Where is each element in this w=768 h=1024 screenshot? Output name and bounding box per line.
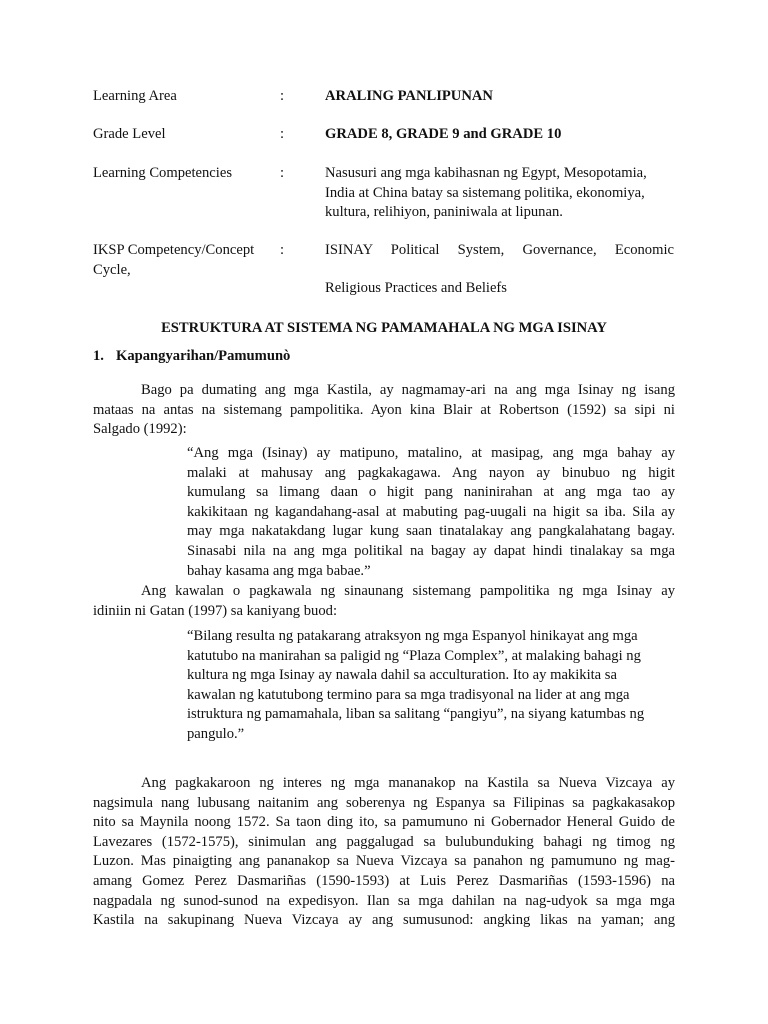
paragraph-1 xyxy=(93,381,675,440)
block-quote-2 xyxy=(187,627,675,745)
quote-line: bahay kasama ang mga babae.” xyxy=(187,562,371,579)
paragraph-line: Luzon. Mas pinaigting ang pananakop sa Nueva Vizcaya sa panahon ng pamumuno ng mag- xyxy=(93,853,675,870)
quote-line: kumulang sa limang daan o higit pang naninirahan at ang mga tao ay xyxy=(187,484,675,501)
section-title-text: Kapangyarihan/Pamumunò xyxy=(116,348,291,364)
quote-line: malaki at mahusay ang pagkakagawa. Ang nayon ay binubuo ng higit xyxy=(187,464,675,481)
learning-area-colon: : xyxy=(280,88,285,104)
quote-line: “Ang mga (Isinay) ay matipuno, matalino, at masipag, ang mga bahay ay xyxy=(187,445,675,461)
iksp-label xyxy=(93,241,273,280)
block-quote-1 xyxy=(187,444,675,581)
iksp-value-line1: ISINAY Political System, Governance, Economic xyxy=(325,242,674,258)
learning-competencies-colon: : xyxy=(280,165,285,181)
paragraph-line: idiniin ni Gatan (1997) sa kaniyang buod: xyxy=(93,602,337,619)
grade-level-label: Grade Level xyxy=(93,126,166,142)
quote-line: “Bilang resulta ng patakarang atraksyon ng mga Espanyol hinikayat ang mga xyxy=(187,628,638,644)
quote-line: kultura ng mga Isinay ay nawala dahil sa acculturation. Ito ay makikita sa xyxy=(187,667,617,684)
document-heading: ESTRUKTURA AT SISTEMA NG PAMAMAHALA NG MGA ISINAY xyxy=(161,320,607,336)
learning-competencies-value xyxy=(325,164,674,223)
paragraph-line: nito sa Maynila noong 1572. Sa taon ding ito, sa pamumuno ni Gobernador Heneral Guido de xyxy=(93,814,675,831)
quote-line: Sinasabi nila na ang mga politikal na bagay ay dapat hindi tinalakay sa mga xyxy=(187,542,675,559)
iksp-label-line: Cycle, xyxy=(93,261,131,278)
learning-competencies-label: Learning Competencies xyxy=(93,165,232,181)
paragraph-line: Kastila na sakupinang Nueva Vizcaya ay ang sumusunod: angking likas na yaman; ang xyxy=(93,912,675,929)
paragraph-3 xyxy=(93,774,675,931)
paragraph-line: Ang kawalan o pagkawala ng sinaunang sistemang pampolitika ng mga Isinay ay xyxy=(141,583,675,599)
quote-line: kakikitaan ng kagandahang-asal at mabuting pag-uugali na higit sa iba. Sila ay xyxy=(187,503,675,520)
quote-line: kawalan ng katutubong termino para sa mga tradisyonal na lider at ang mga xyxy=(187,686,630,703)
learning-area-label: Learning Area xyxy=(93,88,177,104)
quote-line: may mga nakatakdang lugar kung saan tinatalakay ang pangkalahatang bagay. xyxy=(187,523,675,540)
section-title xyxy=(93,346,290,366)
learning-area-value: ARALING PANLIPUNAN xyxy=(325,88,493,104)
competency-line: India at China batay sa sistemang politika, ekonomiya, xyxy=(325,184,645,201)
paragraph-line: Bago pa dumating ang mga Kastila, ay nagmamay-ari na ang mga Isinay ng isang xyxy=(141,382,675,398)
paragraph-line: mataas na antas na sistemang pampolitika. Ayon kina Blair at Robertson (1592) sa sipi ni xyxy=(93,401,675,418)
competency-line: Nasusuri ang mga kabihasnan ng Egypt, Mesopotamia, xyxy=(325,165,647,181)
paragraph-line: nagsimula nang lubusang naitanim ang soberenya ng Espanya sa Filipinas sa pagkakasakop xyxy=(93,794,675,811)
quote-line: pangulo.” xyxy=(187,725,245,742)
paragraph-line: Salgado (1992): xyxy=(93,421,187,438)
competency-line: kultura, relihiyon, paniniwala at lipunan. xyxy=(325,204,563,220)
iksp-value-line2: Religious Practices and Beliefs xyxy=(325,280,507,296)
grade-level-value: GRADE 8, GRADE 9 and GRADE 10 xyxy=(325,126,562,142)
quote-line: katutubo na manirahan sa paligid ng “Plaza Complex”, at malaking bahagi ng xyxy=(187,647,641,664)
paragraph-2 xyxy=(93,582,675,621)
paragraph-line: nagpadala ng sunod-sunod na expedisyon. Ilan sa mga dahilan na nag-udyok sa mga mga xyxy=(93,892,675,909)
paragraph-line: Lavezares (1572-1575), sinimulan ang paggalugad sa bulubunduking bahagi ng timog ng xyxy=(93,833,675,850)
paragraph-line: amang Gomez Perez Dasmariñas (1590-1593) at Luis Perez Dasmariñas (1593-1596) na xyxy=(93,872,675,889)
iksp-label-line: IKSP Competency/Concept xyxy=(93,242,255,258)
quote-line: istruktura ng pamamahala, liban sa salitang “pangiyu”, na siyang katumbas ng xyxy=(187,706,645,723)
paragraph-line: Ang pagkakaroon ng interes ng mga mananakop na Kastila sa Nueva Vizcaya ay xyxy=(141,775,675,791)
grade-level-colon: : xyxy=(280,126,285,142)
iksp-colon: : xyxy=(280,242,285,258)
section-number: 1. xyxy=(93,348,104,364)
